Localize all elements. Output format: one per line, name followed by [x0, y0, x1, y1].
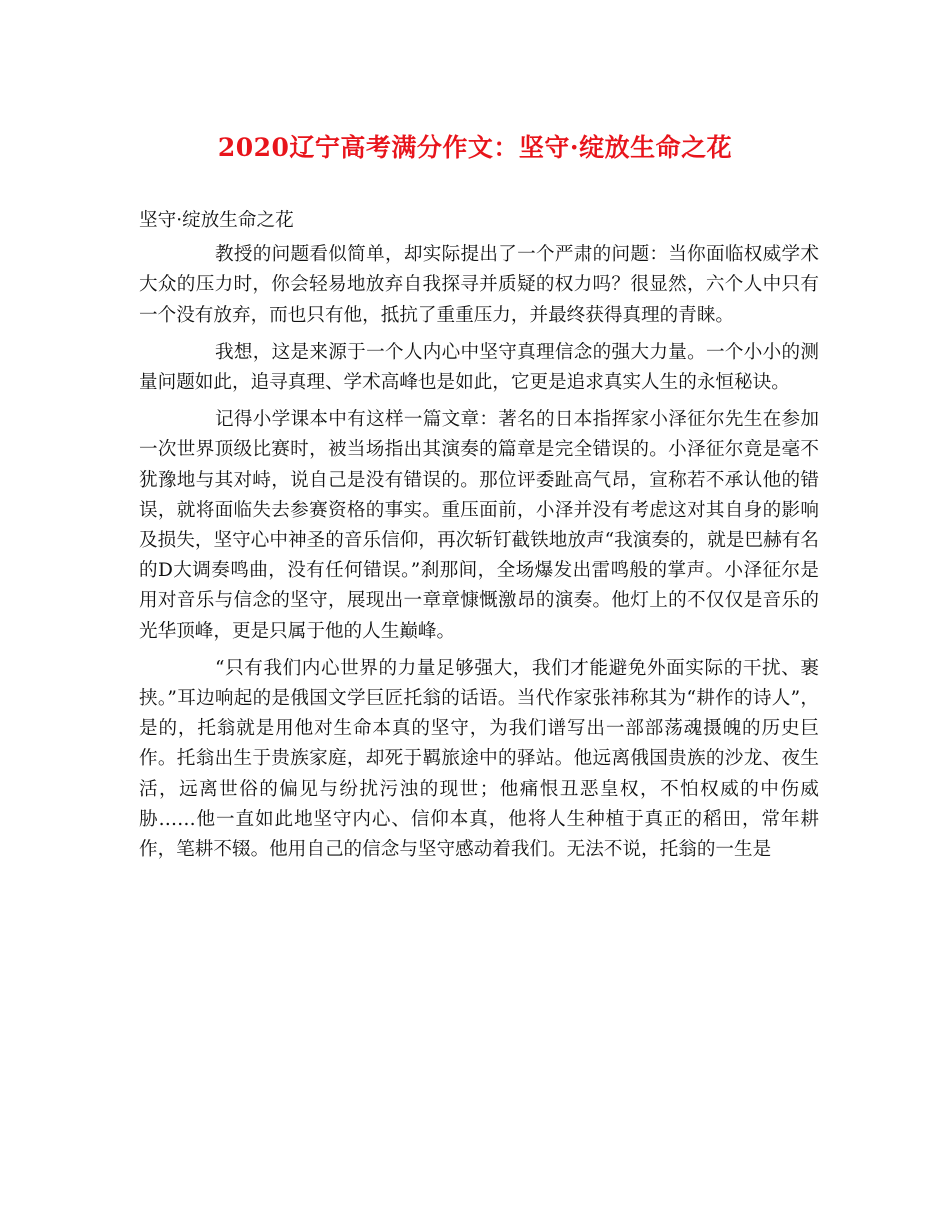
document-title: 2020辽宁高考满分作文：坚守·绽放生命之花 — [217, 133, 733, 162]
document-body — [139, 200, 819, 865]
paragraph: “只有我们内心世界的力量足够强大，我们才能避免外面实际的干扰、裹挟。”耳边响起的是俄国文学巨匠托翁的话语。当代作家张祎称其为“耕作的诗人”，是的，托翁就是用他对生命本真的坚守，为我们谱写出一部部荡魂摄魄的历史巨作。托翁出生于贵族家庭，却死于羁旅途中的驿站。他远离俄国贵族的沙龙、夜生活，远离世俗的偏见与纷扰污浊的现世；他痛恨丑恶皇权，不怕权威的中伤威胁……他一直如此地坚守内心、信仰本真，他将人生种植于真正的稻田，常年耕作，笔耕不辍。他用自己的信念与坚守感动着我们。无法不说，托翁的一生是 — [139, 657, 819, 861]
paragraph: 我想，这是来源于一个人内心中坚守真理信念的强大力量。一个小小的测量问题如此，追寻真理、学术高峰也是如此，它更是追求真实人生的永恒秘诀。 — [139, 341, 819, 394]
paragraph: 教授的问题看似简单，却实际提出了一个严肃的问题：当你面临权威学术大众的压力时，你会轻易地放弃自我探寻并质疑的权力吗？很显然，六个人中只有一个没有放弃，而也只有他，抵抗了重重压力，并最终获得真理的青睐。 — [139, 244, 819, 326]
essay-subtitle: 坚守·绽放生命之花 — [139, 210, 294, 231]
paragraph: 记得小学课本中有这样一篇文章：著名的日本指挥家小泽征尔先生在参加一次世界顶级比赛时，被当场指出其演奏的篇章是完全错误的。小泽征尔竟是毫不犹豫地与其对峙，说自己是没有错误的。那位评委趾高气昂，宣称若不承认他的错误，就将面临失去参赛资格的事实。重压面前，小泽并没有考虑这对其自身的影响及损失，坚守心中神圣的音乐信仰，再次斩钉截铁地放声“我演奏的，就是巴赫有名的D大调奏鸣曲，没有任何错误。”刹那间，全场爆发出雷鸣般的掌声。小泽征尔是用对音乐与信念的坚守，展现出一章章慷慨激昂的演奏。他灯上的不仅仅是音乐的光华顶峰，更是只属于他的人生巅峰。 — [139, 409, 819, 642]
